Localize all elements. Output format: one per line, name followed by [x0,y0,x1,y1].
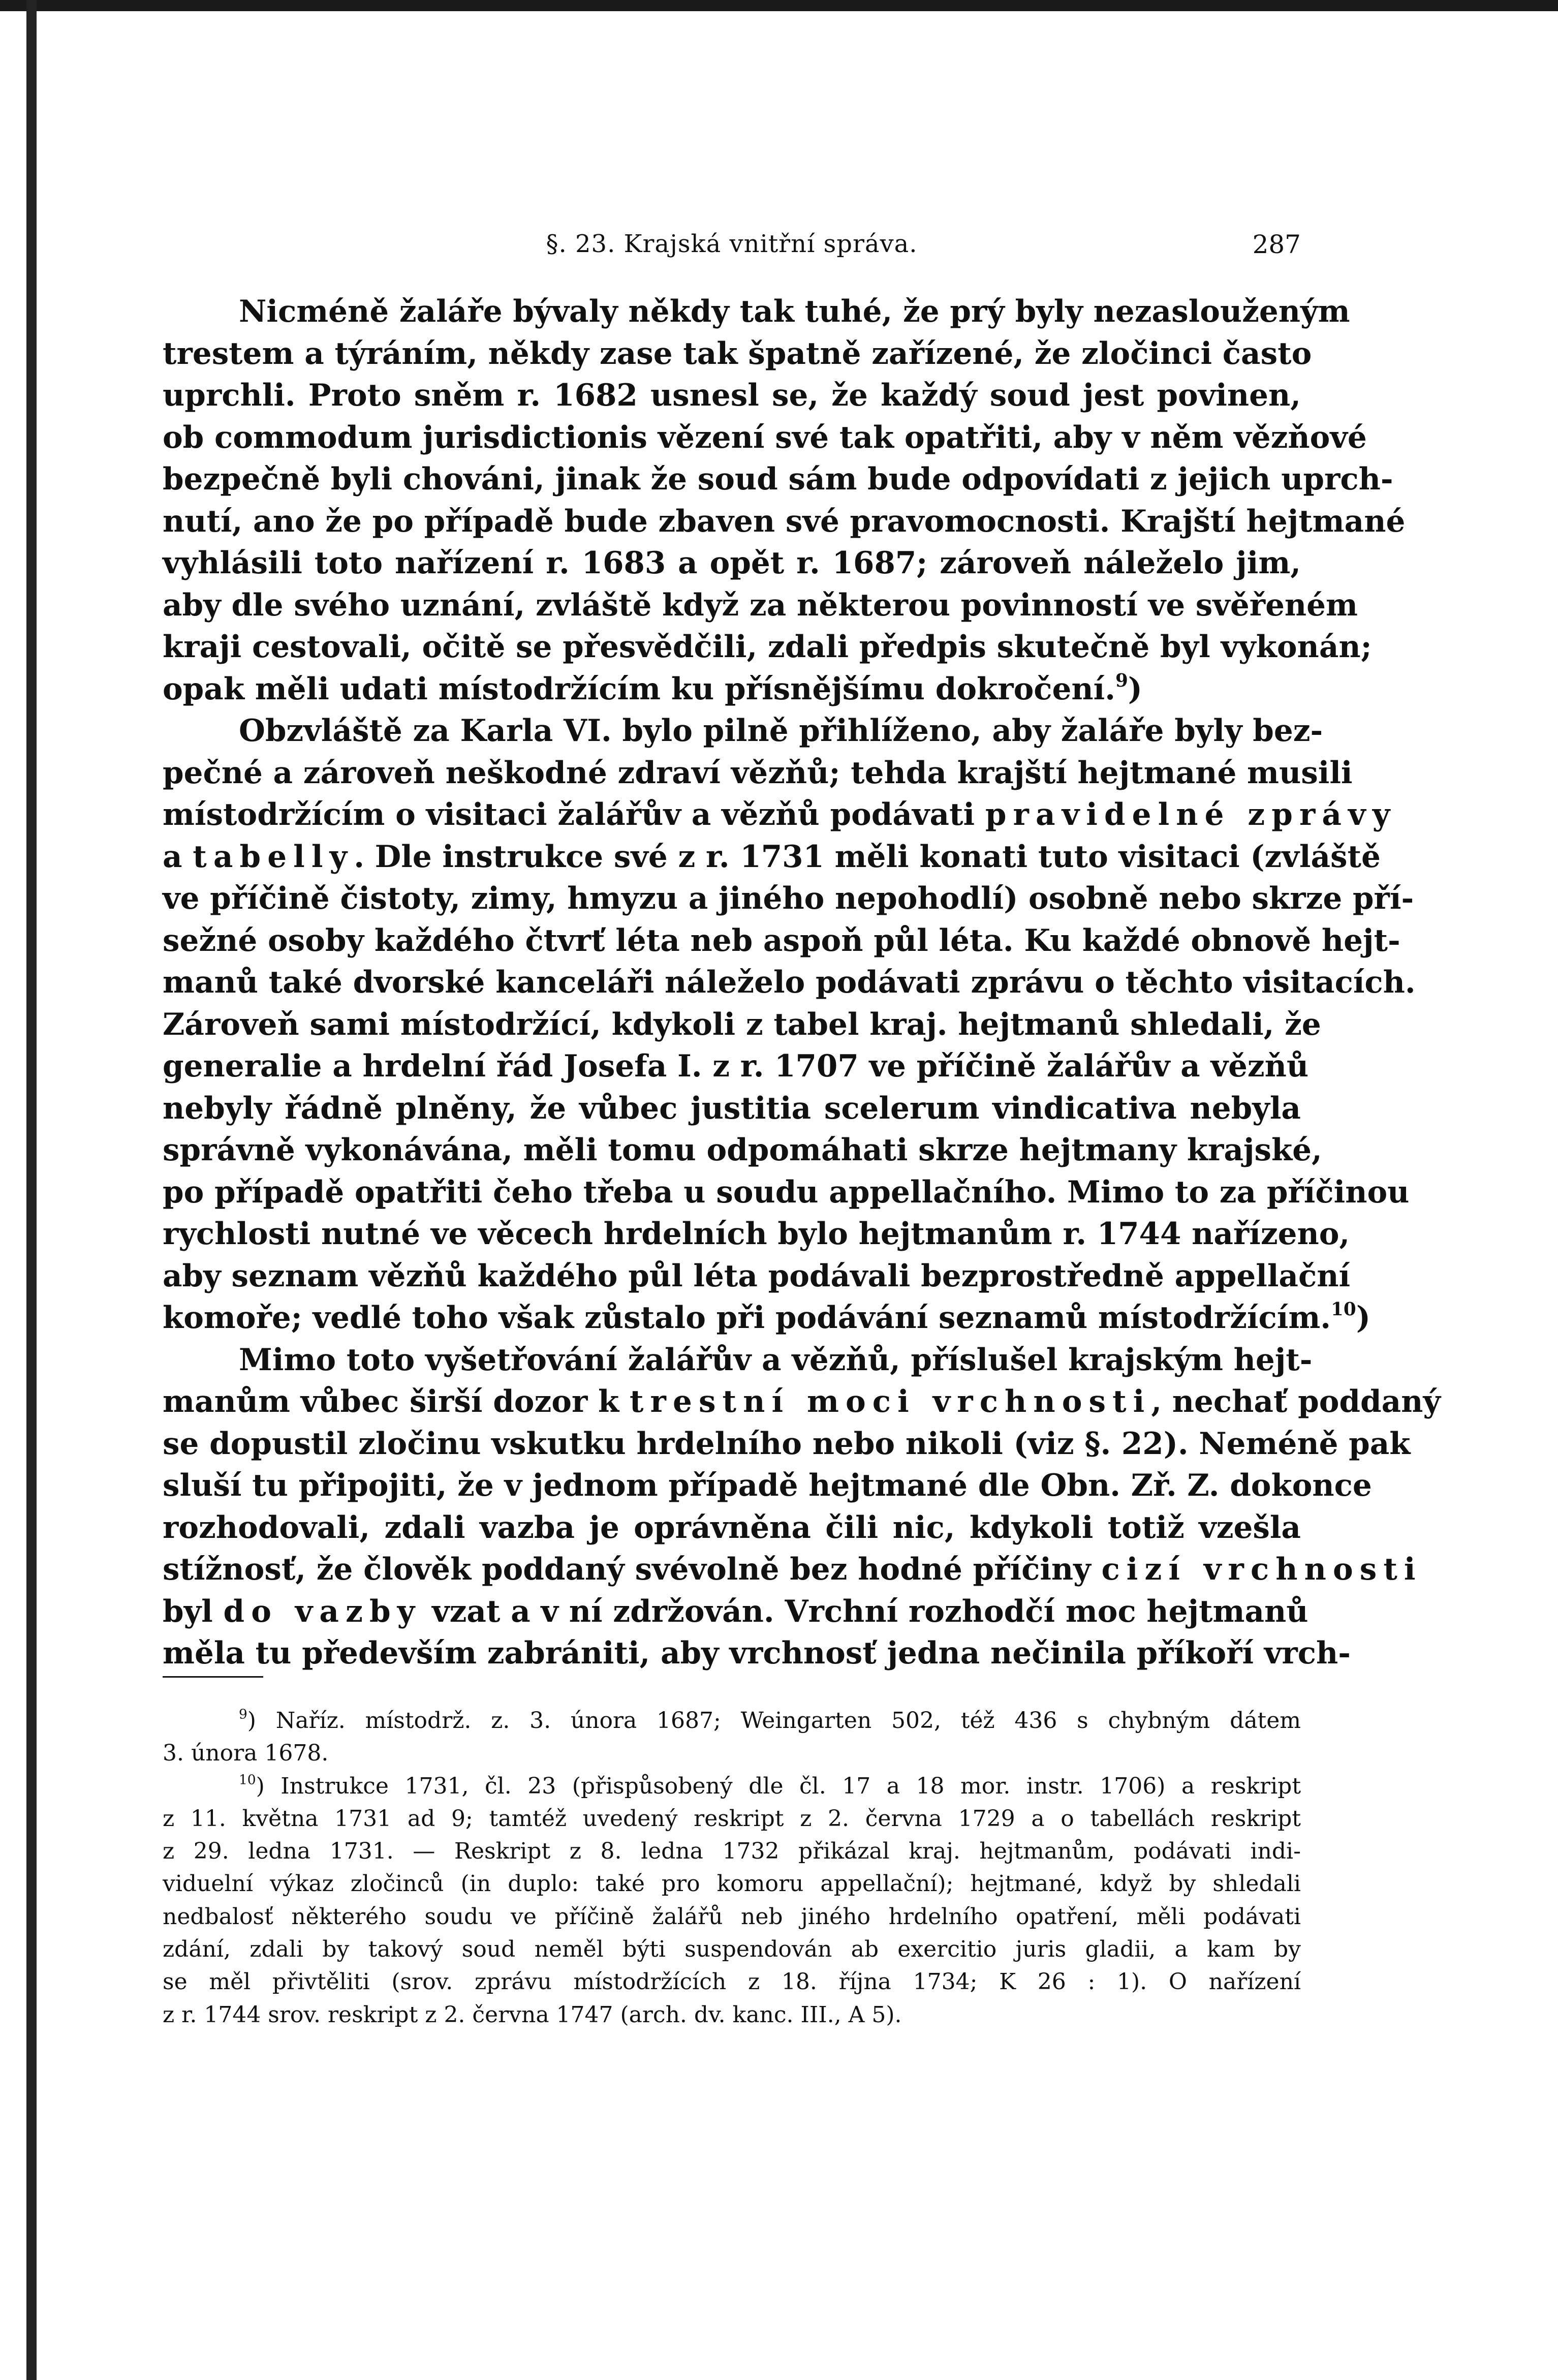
text-line: nutí, ano že po případě bude zbaven své pravomocnosti. Krajští hejtmané [163,503,1406,539]
text-line: uprchli. Proto sněm r. 1682 usnesl se, že každý soud jest povinen, [163,378,1301,413]
text-line: Obzvláště za Karla VI. bylo pilně přihlíženo, aby žaláře byly bez- [239,713,1323,749]
emphasis-spaced: trestní moci vrchnosti [629,1384,1151,1419]
footnote-line: zdání, zdali by takový soud neměl býti suspendován ab exercitio juris gladii, a kam by [163,1936,1301,1963]
text-line: se dopustil zločinu vskutku hrdelního nebo nikoli (viz §. 22). Neméně pak [163,1426,1411,1462]
footnote-mark: 10 [239,1772,256,1788]
footnote-line: viduelní výkaz zločinců (in duplo: také pro komoru appellační); hejtmané, když by shledali [163,1871,1301,1897]
text-line: ve příčině čistoty, zimy, hmyzu a jiného nepohodlí) osobně nebo skrze pří- [163,881,1414,916]
text-line: aby dle svého uznání, zvláště když za některou povinností ve svěřeném [163,587,1358,623]
footnote-line: $^9$) Naříz. místodrž. z. 3. února 1687; Weingarten 502, též 436 s chybným dátem [239,1706,1301,1734]
text-line: manům vůbec širší dozor k trestní moci vrchnosti, nechať poddaný [163,1384,1441,1419]
text-line: Nicméně žaláře bývaly někdy tak tuhé, že prý byly nezaslouženým [239,294,1350,329]
text-line: ob commodum jurisdictionis vězení své tak opatřiti, aby v něm vězňové [163,419,1367,455]
footnote-line: $^{10}$) Instrukce 1731, čl. 23 (přispůsobený dle čl. 17 a 18 mor. instr. 1706) a reskript [239,1772,1301,1799]
main-text [163,291,1441,1675]
text-line: vyhlásili toto nařízení r. 1683 a opět r. 1687; zároveň náleželo jim, [163,545,1301,581]
text-line: komoře; vedlé toho však zůstalo při podávání seznamů místodržícím.$^{10}$) [163,1299,1370,1336]
page-number: 287 [1252,230,1301,259]
text-line: po případě opatřiti čeho třeba u soudu appellačního. Mimo to za příčinou [163,1174,1410,1210]
text-line: bezpečně byli chováni, jinak že soud sám bude odpovídati z jejich uprch- [163,461,1393,497]
section-title: §. 23. Krajská vnitřní správa. [546,230,918,258]
text-line: a tabelly. Dle instrukce své z r. 1731 měli konati tuto visitaci (zvláště [163,839,1381,875]
text-line: aby seznam vězňů každého půl léta podávali bezprostředně appellační [163,1258,1351,1294]
text-line: místodržícím o visitaci žalářův a vězňů podávati pravidelné zprávy [163,797,1397,832]
emphasis-spaced: cizí vrchnosti [1101,1552,1422,1587]
footnote-line: z 29. ledna 1731. — Reskript z 8. ledna 1732 přikázal kraj. hejtmanům, podávati indi- [163,1838,1301,1865]
text-line: pečné a zároveň neškodné zdraví vězňů; tehda krajští hejtmané musili [163,755,1353,791]
footnote-ref: 9 [1115,669,1128,691]
footnote-line: se měl přivtěliti (srov. zprávu místodržících z 18. října 1734; K 26 : 1). O nařízení [163,1969,1301,1995]
footnotes [163,1705,1301,2031]
text-line: trestem a týráním, někdy zase tak špatně zařízené, že zločinci často [163,335,1312,372]
footnote-line: z r. 1744 srov. reskript z 2. června 1747 (arch. dv. kanc. III., A 5). [163,2001,902,2028]
text-line: nebyly řádně plněny, že vůbec justitia scelerum vindicativa nebyla [163,1090,1301,1126]
footnote-separator [163,1676,263,1678]
scan-edge-left [26,0,37,2380]
scan-edge-top [0,0,1558,11]
footnote-mark: 9 [239,1706,247,1722]
text-line: správně vykonávána, měli tomu odpomáhati skrze hejtmany krajské, [163,1132,1322,1168]
running-header [163,230,1301,270]
text-line: sežné osoby každého čtvrť léta neb aspoň půl léta. Ku každé obnově hejt- [163,922,1400,959]
text-line: byl do vazby vzat a v ní zdržován. Vrchní rozhodčí moc hejtmanů [163,1593,1308,1629]
footnote-line: nedbalosť některého soudu ve příčině žalářů neb jiného hrdelního opatření, měli podávati [163,1903,1301,1930]
text-line: kraji cestovali, očitě se přesvědčili, zdali předpis skutečně byl vykonán; [163,629,1372,665]
text-line: rychlosti nutné ve věcech hrdelních bylo hejtmanům r. 1744 nařízeno, [163,1216,1350,1252]
emphasis-spaced: do vazby [223,1593,422,1629]
footnote-ref: 10 [1331,1299,1356,1320]
text-line: rozhodovali, zdali vazba je oprávněna čili nic, kdykoli totiž vzešla [163,1509,1301,1546]
text-line: opak měli udati místodržícím ku přísnějšímu dokročení.$^9$) [163,669,1142,707]
text-line: Mimo toto vyšetřování žalářův a vězňů, příslušel krajským hejt- [239,1342,1313,1378]
footnote-line: z 11. května 1731 ad 9; tamtéž uvedený reskript z 2. června 1729 a o tabellách reskript [163,1805,1301,1832]
emphasis-spaced: pravidelné zprávy [985,797,1397,832]
footnote-line: 3. února 1678. [163,1740,329,1767]
text-line: měla tu především zabrániti, aby vrchnosť jedna nečinila příkoří vrch- [163,1635,1351,1671]
emphasis-spaced: tabelly [193,839,354,875]
text-line: Zároveň sami místodržící, kdykoli z tabel kraj. hejtmanů shledali, že [163,1006,1321,1042]
text-line: generalie a hrdelní řád Josefa I. z r. 1707 ve příčině žalářův a vězňů [163,1048,1309,1084]
text-line: manů také dvorské kanceláři náleželo podávati zprávu o těchto visitacích. [163,965,1416,1000]
text-line: stížnosť, že člověk poddaný svévolně bez hodné příčiny cizí vrchnosti [163,1552,1422,1587]
text-line: sluší tu připojiti, že v jednom případě hejtmané dle Obn. Zř. Z. dokonce [163,1468,1372,1503]
